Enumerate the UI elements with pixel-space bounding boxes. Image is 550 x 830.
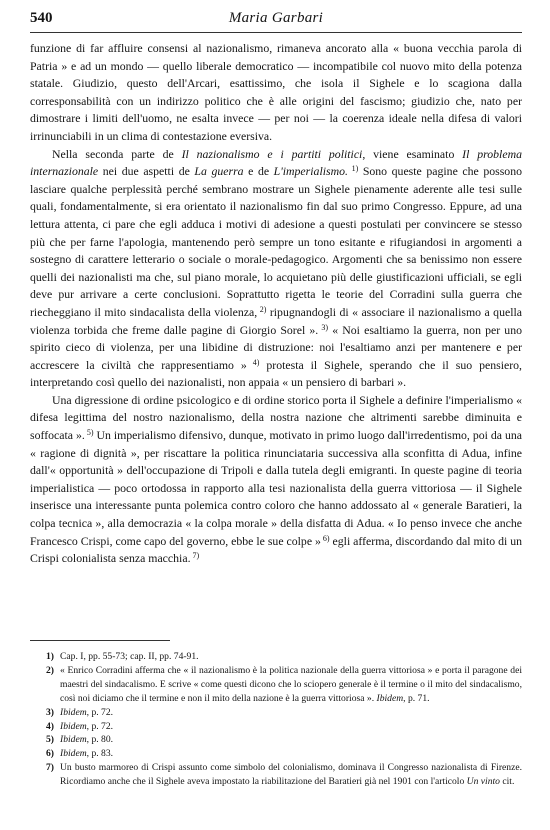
italic-text: La guerra — [194, 164, 244, 179]
footnote-reference: 7) — [190, 551, 200, 561]
running-head-author: Maria Garbari — [228, 10, 324, 26]
paragraph — [30, 146, 522, 392]
text-run: , p. 83. — [86, 748, 114, 760]
text-run: Cap. I, pp. 55-73; cap. II, pp. 74-91. — [60, 651, 199, 662]
footnote-number: 5) — [46, 734, 54, 746]
page-header — [30, 8, 522, 33]
text-run: funzione di far affluire consensi al nazionalismo, rimaneva ancorato alla « buona vecchia parola di Patria » e ad un mondo — quello liberale democratico — incompatibile col nuovo mito della potenza statale. Giudizio, questo dell'Arcari, esattissimo, che isola il Sighele e lo scagiona dalla corresponsabilità con un indirizzo politico che è alle origini del fascismo; giudizio che, nato per dimostrare i limiti dell'uomo, ne esalta invece — per noi — la coerenza ideale nella difesa di valori irrinunciabili in un clima di contestazione eversiva. — [30, 41, 522, 143]
footnote — [30, 706, 522, 720]
text-run: Un imperialismo difensivo, dunque, motivato in primo luogo dall'irredentismo, poi da una « ragione di dignità », per riscattare la politica rinunciataria successiva alla sconfitta di Adua, infine dall'« opportunità » dell'occupazione di Tripoli e dalla tutela degli emigranti. In queste pagine di teoria imperialistica — poco ortodossa in rapporto alla tesi nazionalista della guerra vittoriosa — il Sighele inserisce una interessante punta polemica contro coloro che hanno addossato al « generale Baratieri, la colpa tecnica », alla democrazia « la colpa morale » della disfatta di Adua. « Io penso invece che anche Francesco Crispi, come capo del governo, ebbe le sue colpe » — [30, 428, 522, 548]
text-run: e de — [243, 164, 274, 179]
footnote — [30, 761, 522, 789]
text-run: egli afferma, discordando dal mito di un Crispi colonialista senza macchia. — [30, 533, 522, 566]
italic-text: Un vinto — [466, 776, 500, 788]
footnote — [30, 733, 522, 747]
text-run: , p. 72. — [86, 720, 114, 732]
footnote-reference: 5) — [84, 428, 94, 438]
text-run: , viene esaminato — [362, 146, 463, 161]
paragraph — [30, 40, 522, 146]
footnote-reference: 1) — [347, 164, 359, 174]
footnote-reference: 3) — [318, 322, 329, 332]
text-run: , p. 72. — [86, 706, 114, 718]
footnote-number: 1) — [46, 651, 54, 662]
footnote-reference: 6) — [320, 533, 330, 543]
footnote — [30, 720, 522, 734]
body-text — [30, 40, 522, 568]
italic-text: Ibidem — [60, 720, 87, 732]
text-run: Una digressione di ordine psicologico e di ordine storico porta il Sighele a definire l'imperialismo « difesa legittima del nostro nazionalismo, della nostra nazione che altrimenti sarebbe diminuita e soffocata ». — [30, 392, 522, 443]
text-run: cit. — [499, 776, 515, 788]
footnote-number: 7) — [46, 762, 54, 774]
italic-text: L'imperialismo. — [273, 164, 348, 179]
text-run: Un busto marmoreo di Crispi assunto come simbolo del colonialismo, dominava il Congresso nazionalista di Firenze. Ricordiamo anche che il Sighele aveva impostato la riabilitazione del Baratieri già nel 1901 con l'articolo — [60, 762, 522, 788]
footnote-number: 4) — [46, 720, 54, 732]
footnote — [30, 664, 522, 706]
italic-text: Ibidem — [60, 748, 87, 760]
footnote-number: 3) — [46, 706, 54, 718]
text-run: , p. 71. — [403, 692, 430, 704]
footnote-number: 6) — [46, 748, 54, 760]
text-run: protesta il Sighele, sperando che il suo pensiero, interpretando così quello dei nazionalisti, non appaia « un pensiero di barbari ». — [30, 357, 522, 390]
page-number: 540 — [30, 10, 53, 26]
footnote — [30, 747, 522, 761]
text-run: nei due aspetti de — [98, 164, 195, 179]
italic-text: Il nazionalismo e i partiti politici — [181, 146, 363, 161]
italic-text: Ibidem — [60, 706, 87, 718]
text-run: , p. 80. — [86, 734, 114, 746]
text-run: « Enrico Corradini afferma che « il nazionalismo è la politica nazionale della guerra vittoriosa » e porta il paragone dei maestri del sindacalismo. E scrive « come questi dicono che lo sciopero generale è il termine o il mito del sindacalismo, così noi diciamo che il termine e non il mito della nazione è la guerra vittoriosa ». — [60, 664, 522, 704]
text-run: Sono queste pagine che possono lasciare qualche perplessità perché sembrano mostrare un Sighele pienamente aderente alle tesi sulle quali, fondamentalmente, si era orientato il nazionalismo fin dal suo primo Congresso. Eppure, ad una lettura attenta, ci pare che egli adduca i motivi di adesione a questi postulati per convincere se stesso più che per farne l'apologia, mantenendo però sempre un tono esitante e rifugiandosi in argomenti a sostegno di carattere letterario o sociale o morale-pedagogico. Argomenti che sa benissimo non essere quelli dei nazionalisti ma che, sul piano morale, lo acquietano più delle giustificazioni ufficiali, se egli deve pur arrivare a certe conclusioni. Soprattutto rigetta le teorie del Corradini sulla guerra che riecheggiano il mito sindacalista della violenza, — [30, 164, 522, 319]
footnotes — [30, 650, 522, 789]
text-run: « Noi esaltiamo la guerra, non per uno spirito cieco di violenza, per una libidine di distruzione: noi l'esaltiamo anzi per mantenere e per accrescere la civiltà che rappresentiamo » — [30, 322, 523, 372]
paragraph — [30, 392, 522, 568]
footnote — [30, 650, 522, 664]
footnote-divider — [30, 640, 170, 641]
footnote-reference: 2) — [257, 304, 267, 314]
footnote-reference: 4) — [246, 357, 260, 367]
italic-text: Il problema internazionale — [30, 146, 522, 179]
text-run: Nella seconda parte de — [52, 146, 182, 161]
footnote-number: 2) — [46, 664, 54, 676]
italic-text: Ibidem — [60, 734, 87, 746]
italic-text: Ibidem — [376, 692, 404, 704]
text-run: ripugnandogli di « associare il nazionalismo a quella violenza torbida che freme dalle pagine di Giorgio Sorel ». — [30, 304, 522, 337]
